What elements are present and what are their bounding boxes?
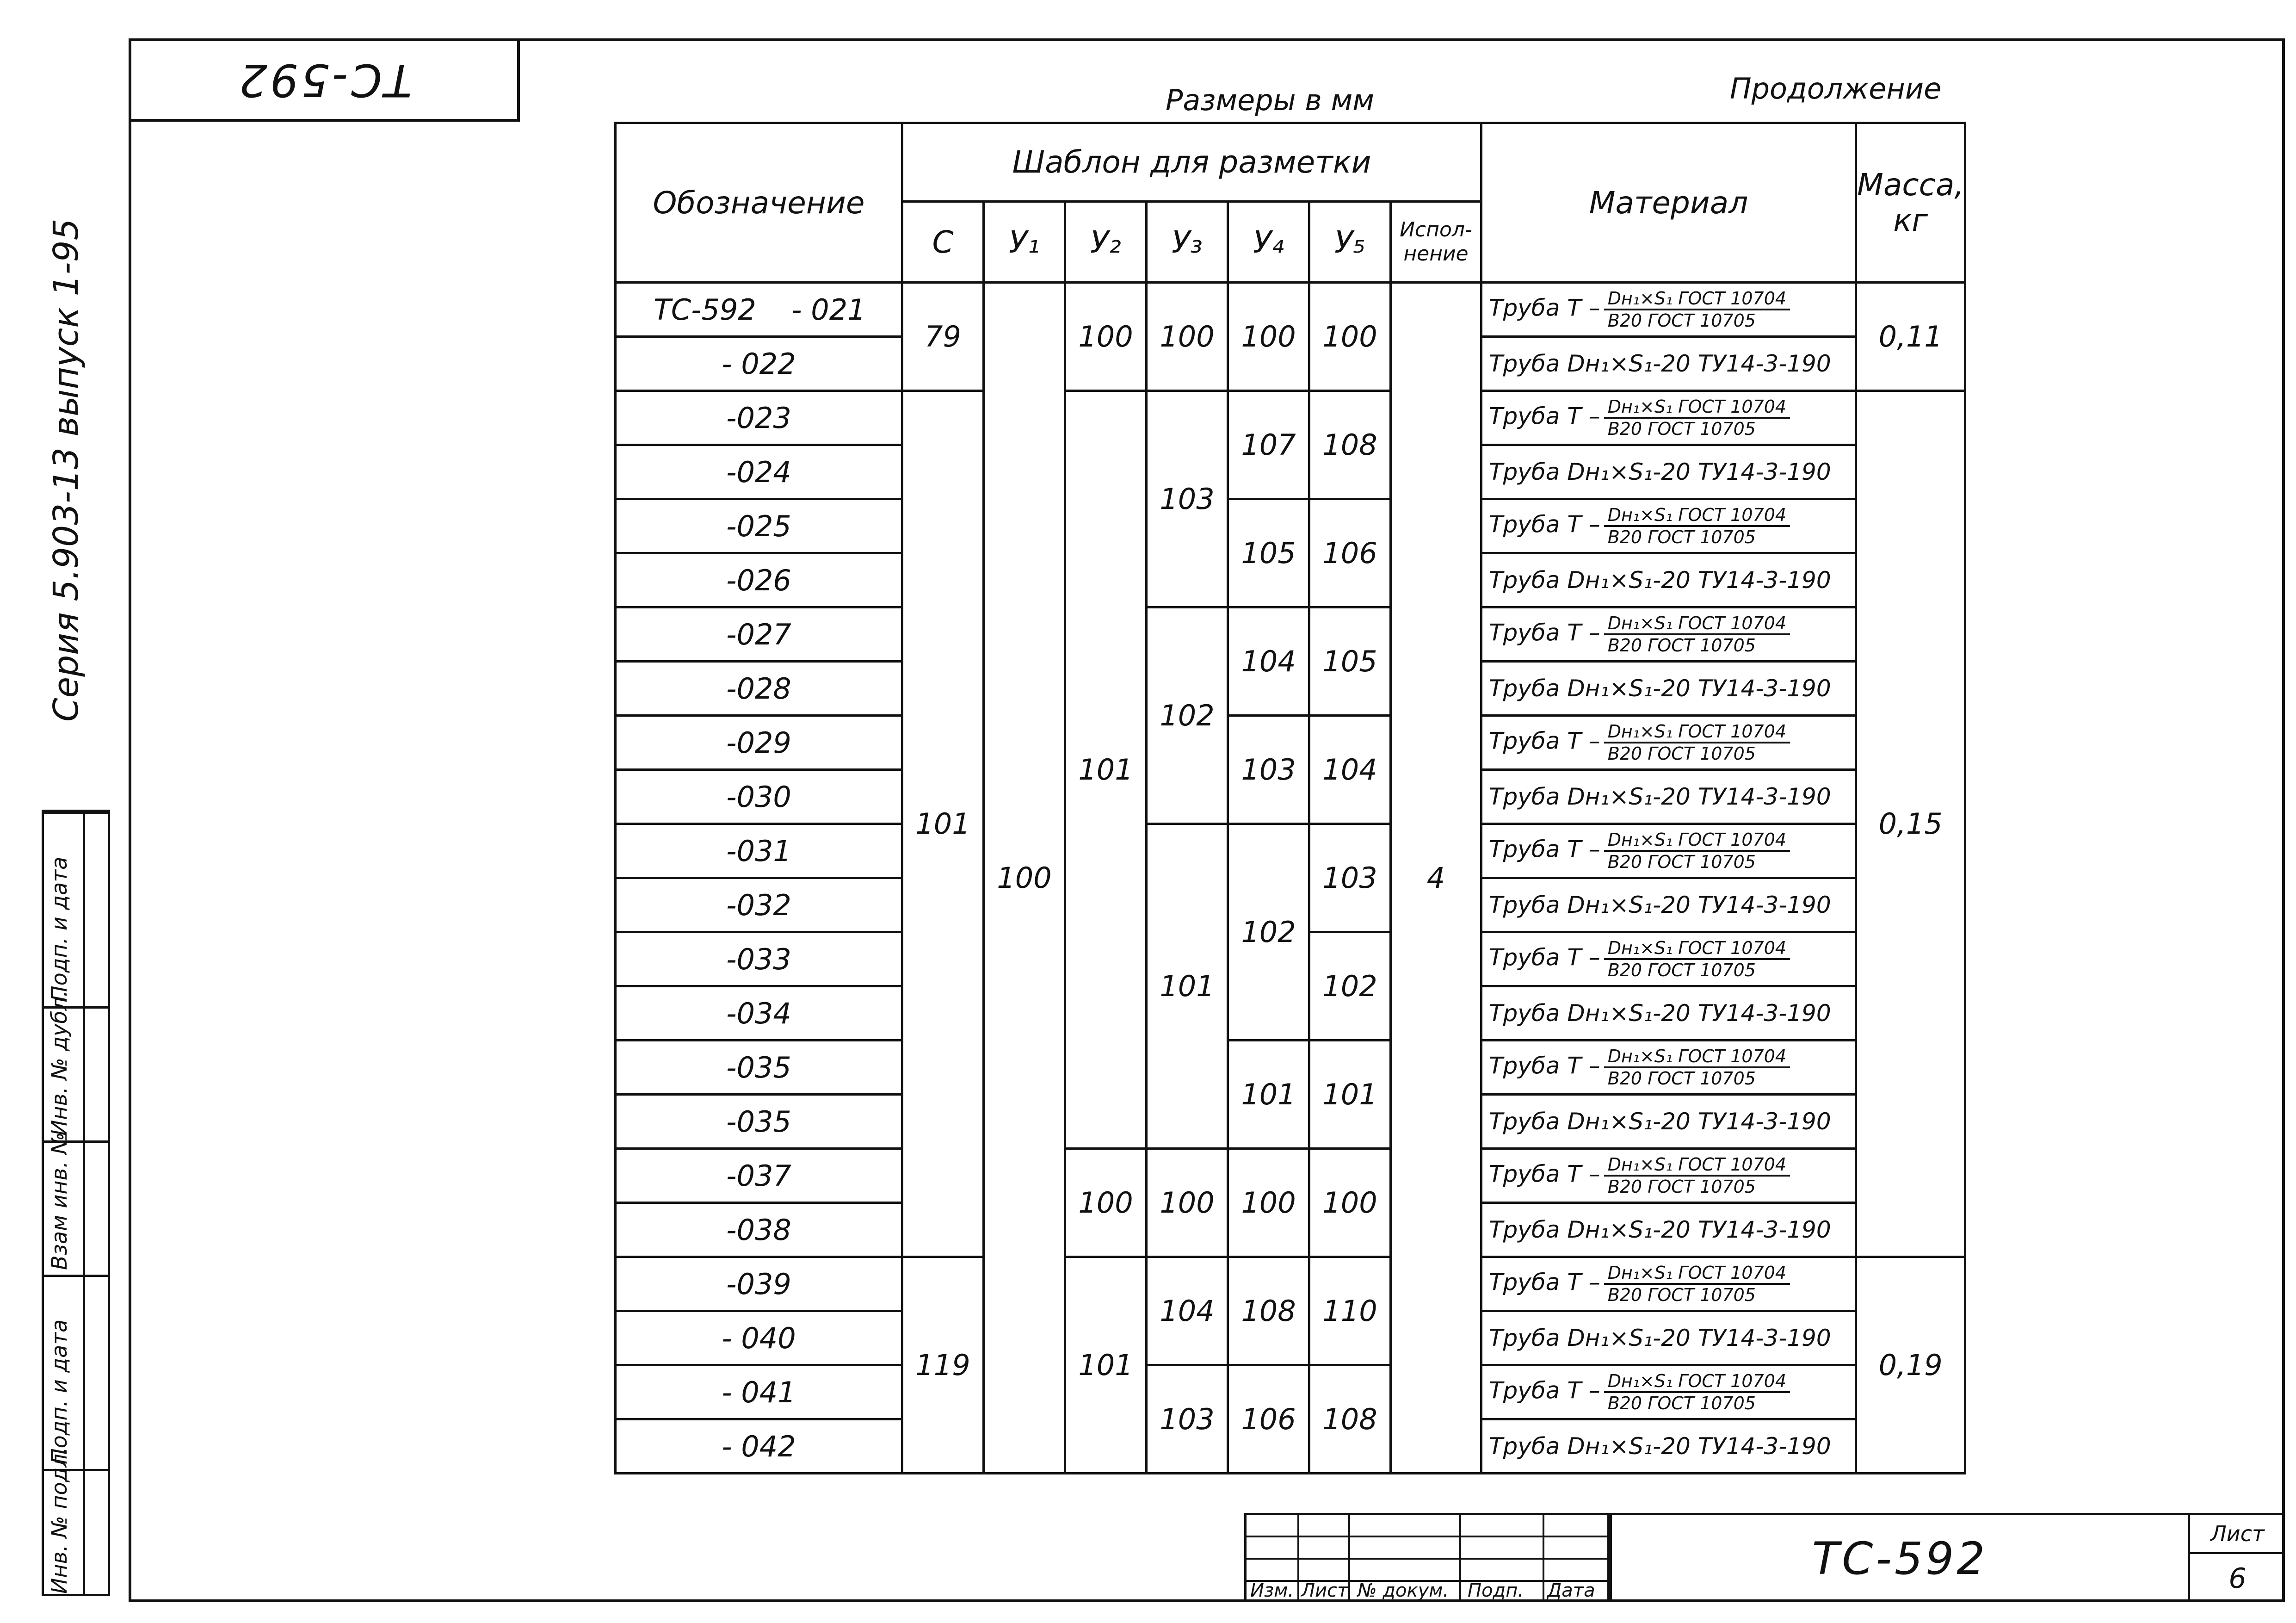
material-cell <box>1481 662 1856 716</box>
fraction-denominator: В20 ГОСТ 10705 <box>1607 1393 1756 1413</box>
material-text: Труба Dн₁×S₁-20 ТУ14-3-190 <box>1489 567 1831 594</box>
tb-label-date: Дата <box>1547 1580 1595 1601</box>
fraction-denominator: В20 ГОСТ 10705 <box>1607 635 1756 656</box>
header-y4: У₄ <box>1228 202 1309 283</box>
designation-cell <box>616 1149 902 1203</box>
mass-value-cell: 0,15 <box>1856 391 1965 1257</box>
designation-cell <box>616 1365 902 1419</box>
material-cell <box>1481 499 1856 553</box>
fraction-numerator: Dн₁×S₁ ГОСТ 10704 <box>1604 288 1790 310</box>
designation-cell <box>616 499 902 553</box>
strip-cell-sign-date: Подп. и дата <box>44 1275 108 1469</box>
designation-cell <box>616 878 902 932</box>
side-approval-strip <box>42 810 110 1596</box>
fraction-denominator: В20 ГОСТ 10705 <box>1607 743 1756 764</box>
table-row <box>616 499 1965 553</box>
material-text: Труба Т – <box>1489 727 1600 755</box>
designation-code: -030 <box>726 780 791 814</box>
y4-value-cell: 100 <box>1228 1149 1309 1257</box>
header-template: Шаблон для разметки <box>902 123 1481 202</box>
y4-value-cell: 106 <box>1228 1365 1309 1474</box>
c-value-cell: 79 <box>902 283 984 391</box>
y4-value-cell: 100 <box>1228 283 1309 391</box>
designation-cell <box>616 1419 902 1474</box>
table-row <box>616 824 1965 878</box>
series-label: Серия 5.903-13 выпуск 1-95 <box>46 218 86 722</box>
designation-cell <box>616 1041 902 1095</box>
material-cell <box>1481 878 1856 932</box>
material-cell <box>1481 1257 1856 1311</box>
designation-code: - 022 <box>722 347 796 381</box>
top-stamp-label: ТС-592 <box>236 54 412 106</box>
material-cell <box>1481 283 1856 337</box>
sheet-label: Лист <box>2190 1515 2285 1554</box>
designation-cell <box>616 607 902 662</box>
y1-value-cell: 100 <box>984 283 1065 1474</box>
designation-code: -038 <box>726 1213 791 1247</box>
y5-value-cell: 108 <box>1309 1365 1391 1474</box>
designation-code: - 021 <box>791 292 866 327</box>
strip-cell-dup-inv: Инв. № дубл. <box>44 1006 108 1140</box>
y3-value-cell: 100 <box>1147 283 1228 391</box>
y5-value-cell: 105 <box>1309 607 1391 716</box>
designation-cell <box>616 986 902 1041</box>
designation-code: -031 <box>726 834 791 868</box>
designation-cell <box>616 283 902 337</box>
y3-value-cell: 103 <box>1147 391 1228 607</box>
fraction-denominator: В20 ГОСТ 10705 <box>1607 960 1756 980</box>
material-text: Труба Dн₁×S₁-20 ТУ14-3-190 <box>1489 1325 1831 1351</box>
material-text: Труба Dн₁×S₁-20 ТУ14-3-190 <box>1489 1108 1831 1135</box>
material-fraction <box>1604 721 1790 764</box>
designation-cell <box>616 1095 902 1149</box>
spec-table-wrapper <box>614 122 1966 1474</box>
y5-value-cell: 106 <box>1309 499 1391 607</box>
designation-code: -024 <box>726 455 791 489</box>
title-block <box>1244 1513 2285 1602</box>
material-text: Труба Dн₁×S₁-20 ТУ14-3-190 <box>1489 783 1831 810</box>
y3-value-cell: 104 <box>1147 1257 1228 1365</box>
continuation-caption: Продолжение <box>1730 72 1942 105</box>
table-row <box>616 283 1965 337</box>
designation-code: -034 <box>726 996 791 1030</box>
material-cell <box>1481 1419 1856 1474</box>
designation-code: -023 <box>726 401 791 435</box>
y5-value-cell: 104 <box>1309 716 1391 824</box>
designation-cell <box>616 391 902 445</box>
material-cell <box>1481 1149 1856 1203</box>
designation-cell <box>616 1311 902 1365</box>
y3-value-cell: 100 <box>1147 1149 1228 1257</box>
material-fraction <box>1604 505 1790 547</box>
designation-cell <box>616 553 902 607</box>
table-row <box>616 1257 1965 1311</box>
material-text: Труба Т – <box>1489 1160 1600 1188</box>
strip-cell-orig-inv: Инв. № подл. <box>44 1469 108 1598</box>
fraction-numerator: Dн₁×S₁ ГОСТ 10704 <box>1604 505 1790 527</box>
revision-grid <box>1244 1513 1610 1602</box>
y4-value-cell: 108 <box>1228 1257 1309 1365</box>
material-text: Труба Dн₁×S₁-20 ТУ14-3-190 <box>1489 675 1831 702</box>
tb-label-sign: Подп. <box>1468 1580 1524 1601</box>
designation-code: -037 <box>726 1158 791 1193</box>
material-fraction <box>1604 1371 1790 1413</box>
y5-value-cell: 100 <box>1309 1149 1391 1257</box>
y5-value-cell: 103 <box>1309 824 1391 932</box>
header-material: Материал <box>1481 123 1856 283</box>
y5-value-cell: 102 <box>1309 932 1391 1041</box>
fraction-numerator: Dн₁×S₁ ГОСТ 10704 <box>1604 1371 1790 1393</box>
sheet-number: 6 <box>2228 1562 2247 1595</box>
material-text: Труба Т – <box>1489 1377 1600 1404</box>
units-caption: Размеры в мм <box>1166 83 1375 117</box>
material-text: Труба Т – <box>1489 619 1600 646</box>
fraction-denominator: В20 ГОСТ 10705 <box>1607 1177 1756 1197</box>
y3-value-cell: 103 <box>1147 1365 1228 1474</box>
designation-prefix: ТС-592 <box>654 292 756 327</box>
fraction-numerator: Dн₁×S₁ ГОСТ 10704 <box>1604 938 1790 960</box>
material-text: Труба Т – <box>1489 403 1600 430</box>
y3-value-cell: 102 <box>1147 607 1228 824</box>
y4-value-cell: 104 <box>1228 607 1309 716</box>
fraction-numerator: Dн₁×S₁ ГОСТ 10704 <box>1604 613 1790 635</box>
material-fraction <box>1604 613 1790 656</box>
table-row <box>616 607 1965 662</box>
mass-value-cell: 0,11 <box>1856 283 1965 391</box>
material-fraction <box>1604 1154 1790 1197</box>
material-cell <box>1481 337 1856 391</box>
top-stamp <box>129 38 520 122</box>
fraction-denominator: В20 ГОСТ 10705 <box>1607 419 1756 439</box>
y5-value-cell: 108 <box>1309 391 1391 499</box>
fraction-numerator: Dн₁×S₁ ГОСТ 10704 <box>1604 1154 1790 1177</box>
designation-code: - 040 <box>722 1321 796 1355</box>
fraction-numerator: Dн₁×S₁ ГОСТ 10704 <box>1604 1046 1790 1068</box>
material-cell <box>1481 445 1856 499</box>
material-text: Труба Т – <box>1489 1052 1600 1079</box>
designation-code: - 041 <box>722 1375 796 1409</box>
material-text: Труба Т – <box>1489 1269 1600 1296</box>
mass-value-cell: 0,19 <box>1856 1257 1965 1474</box>
header-mass: Масса, кг <box>1856 123 1965 283</box>
material-text: Труба Dн₁×S₁-20 ТУ14-3-190 <box>1489 458 1831 485</box>
material-fraction <box>1604 1263 1790 1305</box>
y3-value-cell: 101 <box>1147 824 1228 1149</box>
material-cell <box>1481 1095 1856 1149</box>
material-cell <box>1481 1203 1856 1257</box>
designation-cell <box>616 1203 902 1257</box>
header-y1: У₁ <box>984 202 1065 283</box>
spec-table <box>614 122 1966 1474</box>
material-text: Труба Т – <box>1489 511 1600 538</box>
table-row <box>616 1365 1965 1419</box>
material-cell <box>1481 986 1856 1041</box>
table-row <box>616 391 1965 445</box>
designation-cell <box>616 1257 902 1311</box>
designation-code: -027 <box>726 617 791 651</box>
tb-label-doc: № докум. <box>1358 1580 1449 1601</box>
spec-table-body <box>616 283 1965 1474</box>
tb-label-change: Изм. <box>1250 1580 1294 1601</box>
header-designation: Обозначение <box>616 123 902 283</box>
table-row <box>616 716 1965 770</box>
fraction-denominator: В20 ГОСТ 10705 <box>1607 527 1756 547</box>
fraction-denominator: В20 ГОСТ 10705 <box>1607 1285 1756 1305</box>
material-text: Труба Dн₁×S₁-20 ТУ14-3-190 <box>1489 350 1831 377</box>
material-text: Труба Dн₁×S₁-20 ТУ14-3-190 <box>1489 892 1831 918</box>
header-version: Испол- нение <box>1391 202 1481 283</box>
designation-code: -025 <box>726 509 791 543</box>
fraction-numerator: Dн₁×S₁ ГОСТ 10704 <box>1604 830 1790 852</box>
material-text: Труба Т – <box>1489 944 1600 971</box>
designation-code: -035 <box>726 1050 791 1084</box>
designation-cell <box>616 445 902 499</box>
y4-value-cell: 107 <box>1228 391 1309 499</box>
y2-value-cell: 100 <box>1065 283 1147 391</box>
y2-value-cell: 101 <box>1065 1257 1147 1474</box>
material-text: Труба Т – <box>1489 836 1600 863</box>
designation-code: - 042 <box>722 1429 796 1463</box>
tb-label-sheet: Лист <box>1301 1580 1348 1601</box>
designation-cell <box>616 716 902 770</box>
material-text: Труба Dн₁×S₁-20 ТУ14-3-190 <box>1489 1216 1831 1243</box>
material-cell <box>1481 391 1856 445</box>
y2-value-cell: 100 <box>1065 1149 1147 1257</box>
y4-value-cell: 103 <box>1228 716 1309 824</box>
y5-value-cell: 101 <box>1309 1041 1391 1149</box>
strip-cell-sign-date-2: Подп. и дата <box>44 812 108 1006</box>
material-text: Труба Т – <box>1489 294 1600 322</box>
y5-value-cell: 110 <box>1309 1257 1391 1365</box>
designation-cell <box>616 824 902 878</box>
fraction-denominator: В20 ГОСТ 10705 <box>1607 852 1756 872</box>
designation-cell <box>616 337 902 391</box>
designation-code: -026 <box>726 563 791 597</box>
material-cell <box>1481 607 1856 662</box>
designation-code: -032 <box>726 888 791 922</box>
material-text: Труба Dн₁×S₁-20 ТУ14-3-190 <box>1489 1433 1831 1460</box>
fraction-numerator: Dн₁×S₁ ГОСТ 10704 <box>1604 721 1790 743</box>
fraction-denominator: В20 ГОСТ 10705 <box>1607 310 1756 331</box>
header-y2: У₂ <box>1065 202 1147 283</box>
y5-value-cell: 100 <box>1309 283 1391 391</box>
material-fraction <box>1604 830 1790 872</box>
material-fraction <box>1604 288 1790 331</box>
material-fraction <box>1604 938 1790 980</box>
material-cell <box>1481 1365 1856 1419</box>
y4-value-cell: 101 <box>1228 1041 1309 1149</box>
designation-cell <box>616 662 902 716</box>
designation-cell <box>616 932 902 986</box>
designation-code: -033 <box>726 942 791 976</box>
material-cell <box>1481 770 1856 824</box>
fraction-numerator: Dн₁×S₁ ГОСТ 10704 <box>1604 396 1790 419</box>
material-cell <box>1481 1041 1856 1095</box>
designation-code: -039 <box>726 1267 791 1301</box>
material-fraction <box>1604 1046 1790 1089</box>
designation-cell <box>616 770 902 824</box>
sheet-number-box <box>2188 1513 2285 1602</box>
strip-cell-replace-inv: Взам инв. № <box>44 1140 108 1275</box>
y4-value-cell: 102 <box>1228 824 1309 1041</box>
fraction-numerator: Dн₁×S₁ ГОСТ 10704 <box>1604 1263 1790 1285</box>
version-value-cell: 4 <box>1391 283 1481 1474</box>
header-y5: У₅ <box>1309 202 1391 283</box>
c-value-cell: 119 <box>902 1257 984 1474</box>
designation-code: -028 <box>726 671 791 706</box>
y2-value-cell: 101 <box>1065 391 1147 1149</box>
c-value-cell: 101 <box>902 391 984 1257</box>
material-fraction <box>1604 396 1790 439</box>
designation-code: -029 <box>726 725 791 760</box>
material-cell <box>1481 932 1856 986</box>
material-cell <box>1481 716 1856 770</box>
material-cell <box>1481 1311 1856 1365</box>
header-y3: У₃ <box>1147 202 1228 283</box>
material-cell <box>1481 553 1856 607</box>
fraction-denominator: В20 ГОСТ 10705 <box>1607 1068 1756 1089</box>
y4-value-cell: 105 <box>1228 499 1309 607</box>
title-block-designation: ТС-592 <box>1610 1513 2188 1602</box>
table-row <box>616 1041 1965 1095</box>
material-cell <box>1481 824 1856 878</box>
designation-code: -035 <box>726 1104 791 1139</box>
table-row <box>616 1149 1965 1203</box>
header-c: C <box>902 202 984 283</box>
material-text: Труба Dн₁×S₁-20 ТУ14-3-190 <box>1489 1000 1831 1027</box>
